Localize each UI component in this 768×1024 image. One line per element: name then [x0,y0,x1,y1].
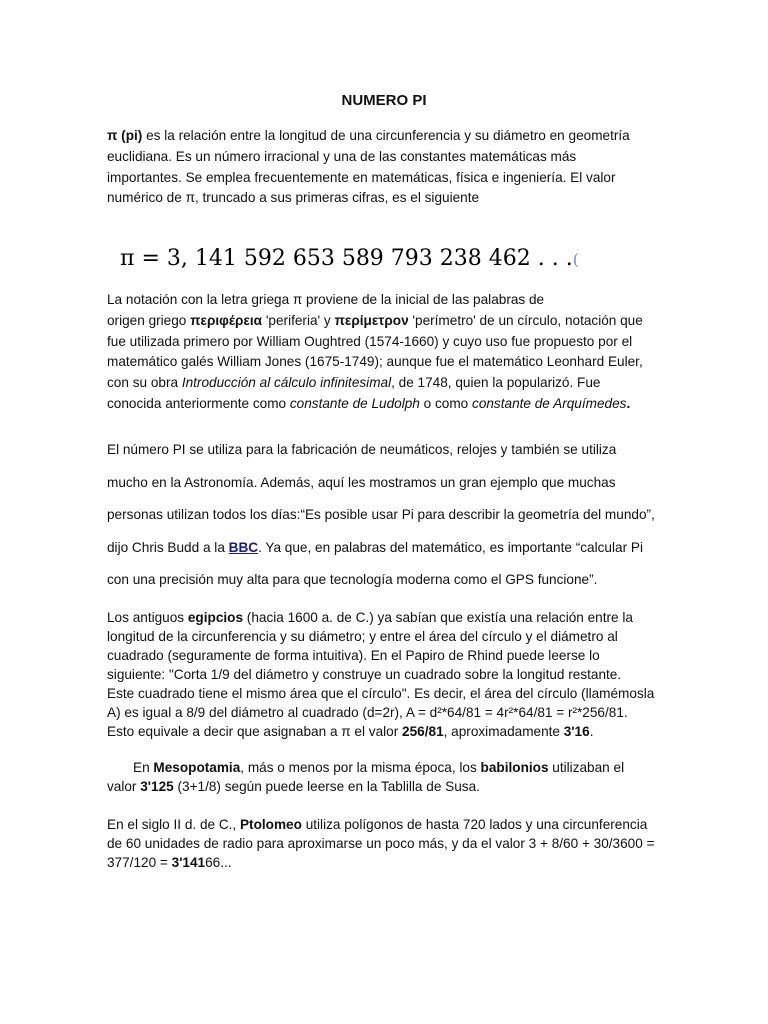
egypt-paragraph [107,608,667,741]
ptolomeo-bold: Ptolomeo [239,817,302,832]
ptolomeo-line-2: de 60 unidades de radio para aproximarse un poco más, y da el valor 3 + 8/60 + 30/3600 = [107,836,655,851]
intro-line-3: importantes. Se emplea frecuentemente en matemáticas, física e ingeniería. El valor [107,169,616,185]
egypt-line-3: cuadrado (seguramente de forma intuitiva). En el Papiro de Rhind puede leerse lo [107,648,600,663]
ludolph-constant: constante de Ludolph [289,395,420,411]
greek-perimetron: περίμετρον [334,312,409,328]
egypt-line-2: longitud de la circunferencia y su diámetro; y entre el área del círculo y el diámetro al [107,629,618,644]
pi-formula [120,246,579,271]
notation-paragraph [107,290,667,415]
egypt-line-7: Esto equivale a decir que asignaban a π el valor 256/81, aproximadamente 3'16. [107,724,594,739]
mesopotamia-line-1: En Mesopotamia, más o menos por la misma época, los babilonios utilizaban el [133,760,625,775]
babilonios-bold: babilonios [480,760,549,775]
book-title: Introducción al cálculo infinitesimal [181,375,392,391]
value-256-81: 256/81 [402,724,444,739]
notation-line-3: fue utilizada primero por William Oughtred (1574-1660) y cuyo uso fue propuesto por el [107,333,633,349]
value-3-141: 3'141 [171,855,206,870]
egipcios-bold: egipcios [187,610,244,625]
egypt-line-5: Este cuadrado tiene el mismo área que el círculo". Es decir, el área del círculo (llamémosla [107,686,655,701]
usage-line-3: personas utilizan todos los días:“Es posible usar Pi para describir la geometría del mundo”, [107,507,655,522]
pi-formula-text: π = 3, 141 592 653 589 793 238 462 . . . [120,246,573,271]
egypt-line-6: A) es igual a 8/9 del diámetro al cuadrado (d=2r), A = d²*64/81 = 4r²*64/81 = r²*256/81. [107,705,628,720]
arquimedes-constant: constante de Arquímedes [472,395,627,411]
pi-formula-cut: ( [572,250,579,269]
egypt-line-4: siguiente: "Corta 1/9 del diámetro y construye un cuadrado sobre la longitud restante. [107,667,622,682]
mesopotamia-line-2: valor 3'125 (3+1/8) según puede leerse en la Tablilla de Susa. [107,779,480,794]
notation-line-2: origen griego περιφέρεια 'periferia' y περίμετρον 'perímetro' de un círculo, notación que [107,312,643,328]
notation-line-6: conocida anteriormente como constante de Ludolph o como constante de Arquímedes. [107,395,631,411]
intro-line-2: euclidiana. Es un número irracional y una de las constantes matemáticas más [107,148,577,164]
mesopotamia-bold: Mesopotamia [153,760,241,775]
usage-paragraph [107,434,667,597]
usage-line-4: dijo Chris Budd a la BBC. Ya que, en palabras del matemático, es importante “calcular Pi [107,539,643,555]
bbc-link[interactable]: BBC [228,539,259,555]
value-3-125: 3'125 [140,779,174,794]
intro-paragraph [107,126,667,209]
usage-line-2: mucho en la Astronomía. Además, aquí les mostramos un gran ejemplo que muchas [107,474,616,490]
notation-line-5: con su obra Introducción al cálculo infinitesimal, de 1748, quien la popularizó. Fue [107,375,601,391]
page-title: NUMERO PI [341,92,427,109]
ptolomeo-line-3: 377/120 = 3'14166... [107,855,232,870]
intro-line-1: es la relación entre la longitud de una circunferencia y su diámetro en geometría [142,128,630,143]
ptolomeo-paragraph [107,815,667,872]
usage-line-5: con una precisión muy alta para que tecnología moderna como el GPS funcione”. [107,572,598,587]
greek-periferia: περιφέρεια [190,312,263,328]
usage-line-1: El número PI se utiliza para la fabricación de neumáticos, relojes y también se utiliza [107,442,617,457]
intro-line-4: numérico de π, truncado a sus primeras cifras, es el siguiente [107,190,480,206]
notation-line-4: matemático galés William Jones (1675-1749); aunque fue el matemático Leonhard Euler, [107,354,643,370]
mesopotamia-paragraph [107,758,667,796]
ptolomeo-line-1: En el siglo II d. de C., Ptolomeo utiliza polígonos de hasta 720 lados y una circunferencia [107,817,648,832]
value-3-16: 3'16 [563,724,590,739]
egypt-line-1: Los antiguos egipcios (hacia 1600 a. de C.) ya sabían que existía una relación entre la [107,610,633,625]
notation-line-1: La notación con la letra griega π proviene de la inicial de las palabras de [107,292,545,307]
pi-lead: π (pi) [107,128,143,143]
